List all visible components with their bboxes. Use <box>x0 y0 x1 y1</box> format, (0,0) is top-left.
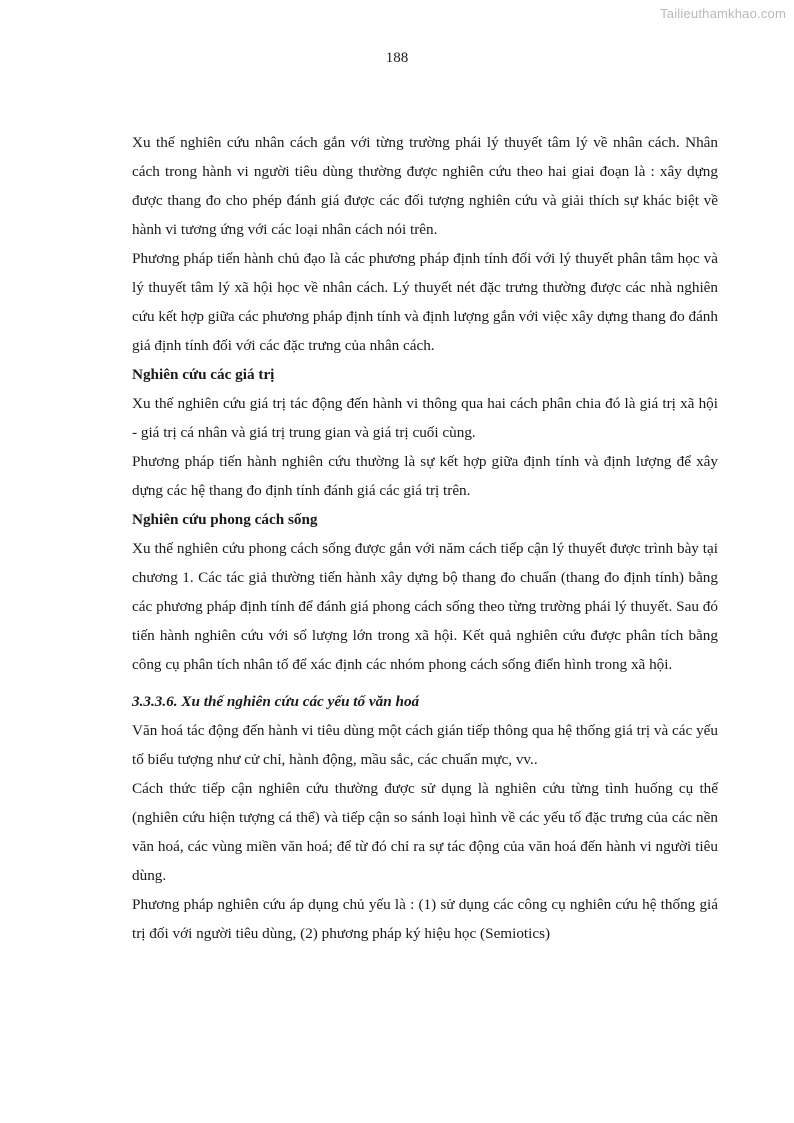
subsection-heading: 3.3.3.6. Xu thế nghiên cứu các yếu tố văn hoá <box>132 693 420 710</box>
paragraph: Xu thế nghiên cứu giá trị tác động đến hành vi thông qua hai cách phân chia đó là giá trị xã hội - giá trị cá nhân và giá trị trung gian và giá trị cuối cùng. <box>132 395 718 441</box>
document-body <box>132 128 718 948</box>
page-number: 188 <box>385 50 409 66</box>
section-heading: Nghiên cứu các giá trị <box>132 366 275 383</box>
paragraph: Xu thế nghiên cứu phong cách sống được gắn với năm cách tiếp cận lý thuyết được trình bày tại chương 1. Các tác giả thường tiến hành xây dựng bộ thang đo chuẩn (thang đo định tính) bằng các phương pháp định tính để đánh giá phong cách sống theo từng trường phái lý thuyết. Sau đó tiến hành nghiên cứu với số lượng lớn trong xã hội. Kết quả nghiên cứu được phân tích bằng công cụ phân tích nhân tố để xác định các nhóm phong cách sống điển hình trong xã hội. <box>132 540 718 673</box>
paragraph: Phương pháp tiến hành nghiên cứu thường là sự kết hợp giữa định tính và định lượng để xây dựng các hệ thang đo định tính đánh giá các giá trị trên. <box>132 453 718 499</box>
watermark: Tailieuthamkhao.com <box>660 6 786 21</box>
paragraph: Văn hoá tác động đến hành vi tiêu dùng một cách gián tiếp thông qua hệ thống giá trị và các yếu tố biểu tượng như cử chỉ, hành động, mầu sắc, các chuẩn mực, vv.. <box>132 722 718 768</box>
paragraph: Xu thế nghiên cứu nhân cách gắn với từng trường phái lý thuyết tâm lý về nhân cách. Nhân cách trong hành vi người tiêu dùng thường được nghiên cứu theo hai giai đoạn là : xây dựng được thang đo cho phép đánh giá được các đối tượng nghiên cứu và giải thích sự khác biệt về hành vi tương ứng với các loại nhân cách nói trên. <box>132 134 718 238</box>
section-heading: Nghiên cứu phong cách sống <box>132 511 318 528</box>
paragraph: Phương pháp tiến hành chủ đạo là các phương pháp định tính đối với lý thuyết phân tâm học và lý thuyết tâm lý xã hội học về nhân cách. Lý thuyết nét đặc trưng thường được các nhà nghiên cứu kết hợp giữa các phương pháp định tính và định lượng gắn với việc xây dựng thang đo đánh giá định tính đối với các đặc trưng của nhân cách. <box>132 250 718 354</box>
paragraph: Cách thức tiếp cận nghiên cứu thường được sử dụng là nghiên cứu từng tình huống cụ thể (nghiên cứu hiện tượng cá thể) và tiếp cận so sánh loại hình về các yếu tố đặc trưng của các nền văn hoá, các vùng miền văn hoá; để từ đó chỉ ra sự tác động của văn hoá đến hành vi người tiêu dùng. <box>132 780 718 884</box>
paragraph: Phương pháp nghiên cứu áp dụng chủ yếu là : (1) sử dụng các công cụ nghiên cứu hệ thống giá trị đối với người tiêu dùng, (2) phương pháp ký hiệu học (Semiotics) <box>132 896 718 942</box>
